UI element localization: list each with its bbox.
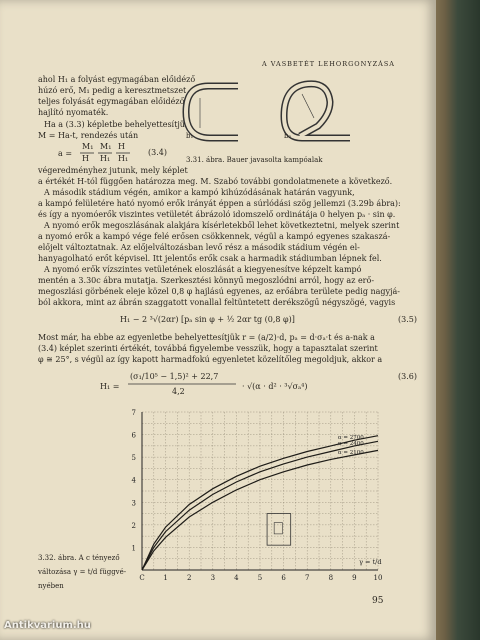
eq34-h1b: H₁: [118, 154, 129, 163]
watermark: Antikvarium.hu: [4, 620, 91, 631]
eq34-h1: H₁: [100, 154, 111, 163]
y-tick-label: 7: [131, 409, 136, 417]
eq34-h: H: [82, 154, 89, 163]
text-line: Most már, ha ebbe az egyenletbe behelyettesítjük r = (a/2)·d, pₐ = d·σₐ·t és a-nak a: [38, 333, 375, 342]
x-tick-label: 2: [186, 574, 192, 582]
text-line: húzó erő, M₁ pedig a keresztmetszet: [38, 86, 187, 95]
series-label: α = 2700: [337, 435, 364, 442]
book-binding: [430, 0, 480, 640]
eq36-lhs: H₁ =: [100, 382, 120, 391]
y-tick-label: 5: [131, 454, 136, 463]
x-axis-label: γ = t/d: [359, 558, 382, 566]
text-line: φ ≅ 25°, s végül az így kapott harmadfokú egyenletet közelítőleg megoldjuk, akkor a: [38, 355, 383, 364]
text-line: A nyomó erők vízszintes vetületének eloszlását a kiegyenesítve képzelt kampó: [44, 265, 362, 274]
eq34-m1b: M₁: [100, 142, 112, 151]
chart-caption: 3.32. ábra. A c tényező: [38, 554, 120, 562]
x-tick-label: 7: [304, 574, 310, 582]
inset-box: [267, 514, 291, 546]
text-line: teljes folyását egymagában előidéző: [38, 97, 185, 106]
eq35-number: (3.5): [398, 315, 417, 324]
text-line: mentén a 3.30c ábra mutatja. Szerkesztési könnyű megoszlódni arról, hogy az erő-: [38, 276, 375, 285]
hook-figure: [180, 68, 370, 150]
y-tick-label: 1: [131, 544, 136, 553]
series-label: α = 2100: [337, 449, 364, 456]
text-line: ahol H₁ a folyást egymagában előidéző: [38, 75, 196, 84]
text-line: hajlító nyomaték.: [38, 108, 109, 117]
text-line: a kampó felületére ható nyomó erők irányát éppen a súrlódási szög jellemzi (3.29b ábra):: [38, 199, 401, 208]
text-line: Ha a (3.3) képletbe behelyettesítjük: [44, 120, 190, 129]
eq36-denominator: 4,2: [172, 387, 185, 396]
y-tick-label: 2: [131, 521, 136, 530]
eq34-m1: M₁: [82, 142, 94, 151]
hook-label-b2: b₂: [284, 132, 292, 140]
chart-caption: változása γ = t/d függvé-: [38, 568, 127, 576]
chart-caption: nyében: [38, 582, 64, 590]
text-line: (3.4) képlet szerinti értékét, továbbá figyelembe vesszük, hogy a tapasztalat szerint: [38, 344, 378, 353]
hook-label-b1: b₁: [186, 132, 194, 140]
eq34-h-top: H: [118, 142, 125, 151]
x-tick-label: 9: [352, 574, 357, 582]
x-tick-label: 8: [328, 574, 334, 582]
c-factor-chart: [120, 400, 390, 590]
text-line: a nyomó erők a kampó vége felé erősen csökkennek, végül a kampó egyenes szakaszá-: [38, 232, 391, 241]
eq36-numerator: (σ₁/10⁵ − 1,5)² + 22,7: [130, 372, 219, 381]
eq36-fraction-bar: [128, 383, 238, 386]
y-tick-label: 6: [131, 431, 136, 440]
x-tick-label: 5: [257, 574, 263, 582]
text-line: megoszlási görbének eleje közel 0,8 φ hajlású egyenes, az erőábra területe pedig nagyjá-: [38, 287, 400, 296]
text-line: hanyagolható erőt képvisel. Itt jelentős erők csak a harmadik stádiumban lépnek fel.: [38, 254, 382, 263]
text-line: és így a nyomóerők viszintes vetületét ábrázoló idomszelő ordinátája 0 helyen pₐ · sin φ.: [38, 210, 396, 219]
eq34-number: (3.4): [148, 148, 167, 157]
text-line: előjelt változtatnak. Az előjelváltozásban levő rész a második stádium végén el-: [38, 243, 360, 252]
inset-hook: [274, 523, 282, 534]
eq36-number: (3.6): [398, 372, 417, 381]
y-tick-label: 4: [131, 476, 136, 485]
x-tick-label: 1: [163, 574, 168, 582]
page-number: 95: [372, 596, 384, 606]
series-label: α = 2400: [337, 440, 364, 447]
eq34-fraction-bars: [80, 152, 140, 155]
text-line: A második stádium végén, amikor a kampó kihúzódásának határán vagyunk,: [44, 188, 355, 197]
text-line: ból akkora, mint az ábrán szaggatott vonallal feltüntetett derékszögű négyszögé, vagyis: [38, 298, 396, 307]
text-line: a értékét H-tól függően határozza meg. M. Szabó további gondolatmenete a következő.: [38, 177, 393, 186]
eq35: H₁ − 2 ³√(2αr) [pₐ sin φ + ½ 2αr tg (0,8 φ)]: [120, 315, 295, 324]
eq34-lhs: a =: [58, 149, 73, 158]
x-tick-label: 6: [281, 574, 286, 582]
eq36-tail: · √(α · d² · ³√σₐ⁴): [242, 382, 308, 391]
text-line: végeredményhez jutunk, mely képlet: [38, 166, 188, 175]
figure-caption: 3.31. ábra. Bauer javasolta kampóalak: [186, 156, 323, 164]
x-tick-label: 4: [234, 574, 239, 582]
x-tick-label: 3: [210, 574, 216, 582]
x-tick-label: C: [139, 574, 145, 582]
text-line: M = Ha-t, rendezés után: [38, 131, 139, 140]
text-line: A nyomó erők megoszlásának alakjára kísérletekből lehet következtetni, melyek szerint: [44, 221, 400, 230]
running-head: A VASBETÉT LEHORGONYZÁSA: [262, 60, 395, 68]
y-tick-label: 3: [131, 499, 136, 508]
x-tick-label: 10: [373, 574, 383, 582]
